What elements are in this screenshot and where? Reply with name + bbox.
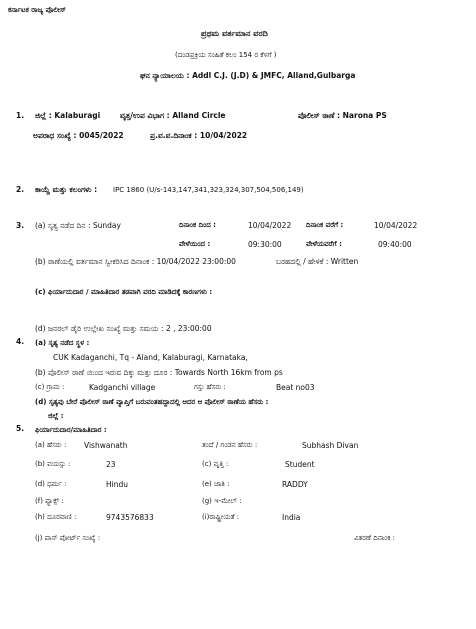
received-date-value: 10/04/2022 23:00:00 xyxy=(156,257,236,266)
fir-date-row xyxy=(150,132,247,140)
from-date-value: 10/04/2022 xyxy=(248,221,292,230)
beat-value: Beat no03 xyxy=(276,383,315,392)
delay-reason-label: (c) ಫಿರ್ಯಾದುದಾರ / ಮಾಹಿತಿದಾರ ತಡವಾಗಿ ವರದಿ ಮಾಡಿದಕ್ಕೆ ಕಾರಣಗಳು : xyxy=(35,288,213,296)
father-name-label: ತಂದೆ / ಗಂಡನ ಹೆಸರು : xyxy=(202,441,258,449)
report-title: ಪ್ರಥಮ ವರ್ತಮಾನ ವರದಿ xyxy=(201,29,268,38)
occupation-label: (c) ವೃತ್ತಿ : xyxy=(202,460,229,468)
father-name-value: Subhash Divan xyxy=(302,441,359,450)
court-row xyxy=(140,72,355,80)
other-district-label: ಜಿಲ್ಲೆ : xyxy=(48,412,64,420)
issue-date-label: ವಿತರಣೆ ದಿನಾಂಕ : xyxy=(354,534,395,542)
from-time-value: 09:30:00 xyxy=(248,240,282,249)
direction-label: (b) ಪೊಲೀಸ್ ಠಾಣೆ ಯಿಂದ ಇರುವ ದಿಕ್ಕು ಮತ್ತು ದೂರ : xyxy=(35,368,173,377)
caste-value: RADDY xyxy=(282,480,308,489)
court-value: Addl C.J. (J.D) & JMFC, Alland,Gulbarga xyxy=(192,71,356,80)
crime-number-row xyxy=(33,132,124,140)
nationality-value: India xyxy=(282,513,301,522)
org-name: ಕರ್ನಾಟಕ ರಾಜ್ಯ ಪೊಲೀಸ್ xyxy=(8,6,66,14)
section-2-number: 2. xyxy=(16,185,25,194)
crime-number-value: 0045/2022 xyxy=(79,131,124,140)
direction-value: Towards North 16km from ps xyxy=(174,368,283,377)
police-station-row xyxy=(298,112,387,120)
name-value: Vishwanath xyxy=(84,441,128,450)
general-diary-value: 2 , 23:00:00 xyxy=(165,324,212,333)
age-label: (b) ವಯಸ್ಸು : xyxy=(35,460,71,468)
police-station-value: Narona PS xyxy=(342,111,387,120)
passport-label: (j) ಪಾಸ್ ಪೋರ್ಟ್ ಸಂಖ್ಯೆ : xyxy=(35,534,101,542)
phone-label: (h) ದೂರವಾಣಿ : xyxy=(35,513,77,521)
name-label: (a) ಹೆಸರು : xyxy=(35,441,67,449)
report-type-value: Written xyxy=(330,257,359,266)
to-time-label: ವೇಳೆಯವರೆಗೆ : xyxy=(306,240,342,248)
police-station-label: ಪೊಲೀಸ್ ಠಾಣೆ : xyxy=(298,111,341,120)
religion-value: Hindu xyxy=(106,480,128,489)
email-label: (g) ಇ-ಮೇಲ್ : xyxy=(202,497,242,505)
fir-date-label: ಪ್ರ.ವ.ವ.ದಿನಾಂಕ : xyxy=(150,131,198,140)
circle-label: ವೃತ್ತ/ಉಪ ವಿಭಾಗ : xyxy=(120,111,170,120)
complainant-label: ಫಿರ್ಯಾದುದಾರ/ಮಾಹಿತಿದಾರ : xyxy=(35,426,107,434)
from-date-label: ದಿನಾಂಕ ದಿಂದ : xyxy=(179,221,216,229)
acts-value: IPC 1860 (U/s-143,147,341,323,324,307,504,506,149) xyxy=(113,186,304,194)
report-subtitle: (ದಂಡಪ್ರಕ್ರಿಯ ಸಂಹಿತೆ ಕಲಂ 154 ರ ಕೆಳಗೆ ) xyxy=(175,51,277,59)
crime-number-label: ಅಪರಾಧ ಸಂಖ್ಯೆ : xyxy=(33,131,77,140)
district-label: ಜಿಲ್ಲೆ : xyxy=(35,111,52,120)
occupation-value: Student xyxy=(285,460,315,469)
report-type-label: ಬರಹದಲ್ಲಿ / ಹೇಳಿಕೆ : xyxy=(276,257,329,266)
religion-label: (d) ಧರ್ಮ : xyxy=(35,480,67,488)
caste-label: (e) ಜಾತಿ : xyxy=(202,480,230,488)
circle-row xyxy=(120,112,226,120)
other-station-label: (d) ಸೃತ್ಯವು ಬೇರೆ ಪೊಲೀಸ್ ಠಾಣೆ ವ್ಯಾಪ್ತಿಗೆ ಬರುವಂತಹದ್ದಾದಲ್ಲಿ ಆದರ ಆ ಪೊಲೀಸ್ ಠಾಣೆಯ ಹೆಸರು : xyxy=(35,398,269,406)
age-value: 23 xyxy=(106,460,116,469)
occurrence-day-value: Sunday xyxy=(92,221,121,230)
village-label: (c) ಗ್ರಾಮ : xyxy=(35,383,65,391)
section-1-number: 1. xyxy=(16,111,25,120)
district-value: Kalaburagi xyxy=(54,111,101,120)
general-diary-row xyxy=(35,325,212,333)
received-date-label: (b) ಠಾಣೆಯಲ್ಲಿ ವರ್ತಮಾನ ಸ್ವೀಕರಿಸಿದ ದಿನಾಂಕ : xyxy=(35,257,155,266)
section-3-number: 3. xyxy=(16,221,25,230)
to-date-label: ದಿನಾಂಕ ವರೆಗೆ : xyxy=(306,221,344,229)
occurrence-day-label: (a) ಸೃತ್ಯ ನಡೆದ ದಿನ : xyxy=(35,221,91,230)
fax-label: (f) ಫ್ಯಾಕ್ಸ್ : xyxy=(35,497,64,505)
acts-label: ಕಾಯ್ದೆ ಮತ್ತು ಕಲಂಗಳು : xyxy=(35,185,98,194)
from-time-label: ವೇಳೆಯಿಂದ : xyxy=(179,240,211,248)
general-diary-label: (d) ಜನರಲ್ ಡೈರಿ ಉಲ್ಲೇಖ ಸಂಖ್ಯೆ ಮತ್ತು ಸಮಯ : xyxy=(35,324,164,333)
to-time-value: 09:40:00 xyxy=(378,240,412,249)
received-row xyxy=(35,258,236,266)
phone-value: 9743576833 xyxy=(106,513,154,522)
section-4-number: 4. xyxy=(16,337,25,346)
village-value: Kadganchi village xyxy=(89,383,156,392)
fir-date-value: 10/04/2022 xyxy=(199,131,248,140)
district-row xyxy=(35,112,100,120)
to-date-value: 10/04/2022 xyxy=(374,221,418,230)
circle-value: Alland Circle xyxy=(172,111,226,120)
report-type-row xyxy=(276,258,358,266)
place-value: CUK Kadaganchi, Tq - Aland, Kalaburagi, Karnataka, xyxy=(53,353,248,362)
occurrence-day-row xyxy=(35,222,121,230)
place-label: (a) ಸೃತ್ಯ ನಡೆದ ಸ್ಥಳ : xyxy=(35,339,90,347)
beat-label: ಗಸ್ತು ಹೆಸರು : xyxy=(194,383,226,391)
section-5-number: 5. xyxy=(16,424,25,433)
direction-row xyxy=(35,369,283,377)
court-label: ಘನ ನ್ಯಾಯಾಲಯ : xyxy=(140,71,190,80)
nationality-label: (i)ರಾಷ್ಟ್ರೀಯತೆ : xyxy=(202,513,240,521)
